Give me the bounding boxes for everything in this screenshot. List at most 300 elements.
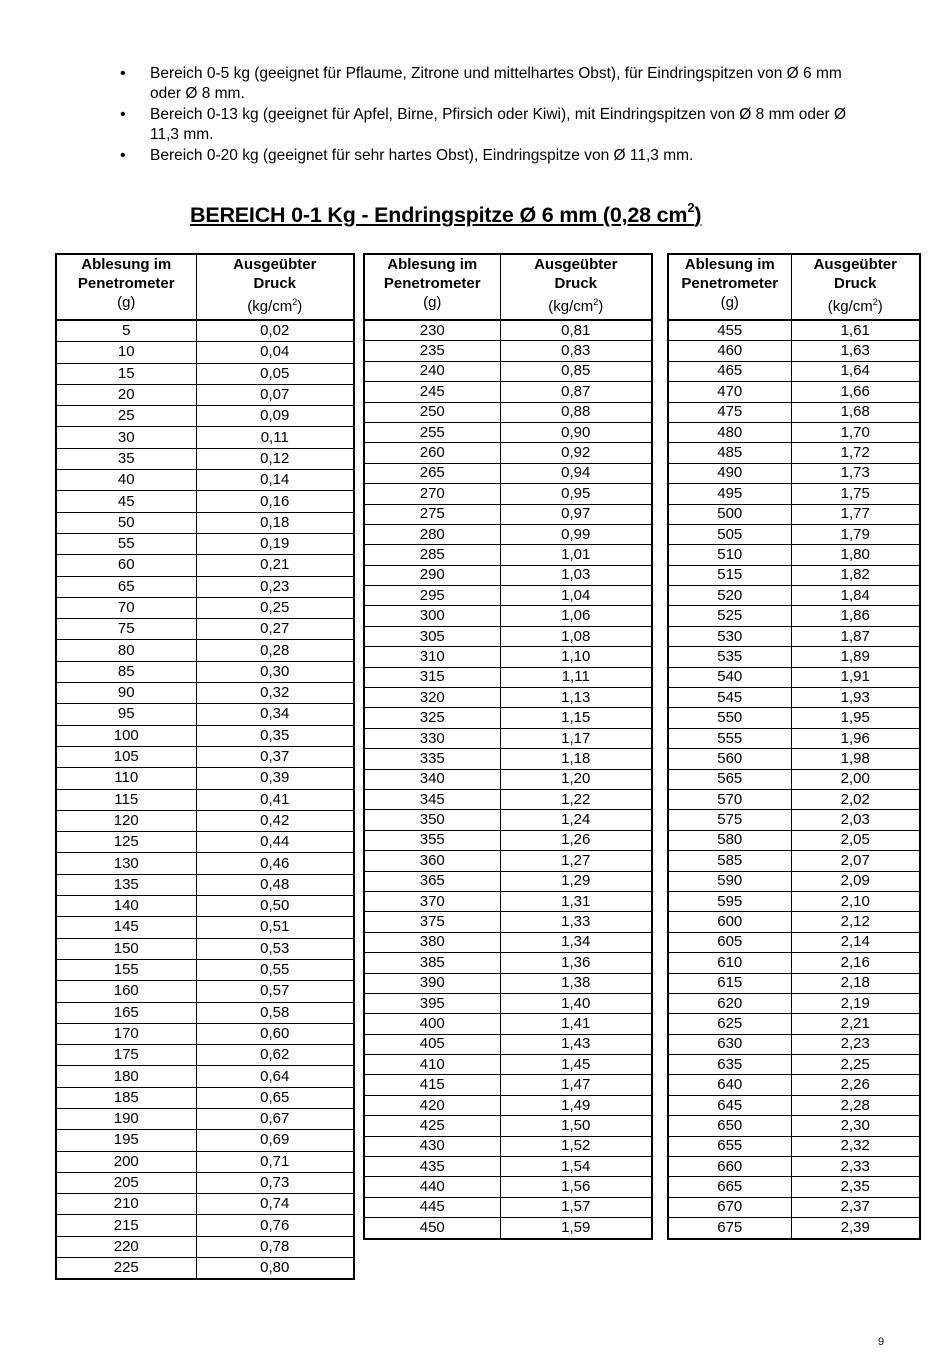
pressure-cell: 0,58 <box>196 1002 354 1023</box>
table-row <box>668 891 920 911</box>
pressure-cell: 2,12 <box>791 912 920 932</box>
pressure-cell: 0,19 <box>196 533 354 554</box>
reading-cell: 10 <box>56 342 196 363</box>
reading-cell: 170 <box>56 1023 196 1044</box>
pressure-cell: 0,80 <box>196 1258 354 1280</box>
pressure-cell: 1,77 <box>791 504 920 524</box>
pressure-cell: 0,28 <box>196 640 354 661</box>
reading-cell: 550 <box>668 708 791 728</box>
reading-cell: 605 <box>668 932 791 952</box>
pressure-cell: 0,78 <box>196 1236 354 1257</box>
reading-cell: 20 <box>56 384 196 405</box>
reading-cell: 25 <box>56 406 196 427</box>
reading-cell: 50 <box>56 512 196 533</box>
table-row <box>668 1157 920 1177</box>
pressure-cell: 2,30 <box>791 1116 920 1136</box>
pressure-cell: 1,18 <box>500 749 652 769</box>
table-row <box>668 830 920 850</box>
reading-cell: 570 <box>668 789 791 809</box>
table-row <box>56 704 354 725</box>
table-row <box>364 382 652 402</box>
reading-cell: 335 <box>364 749 500 769</box>
pressure-cell: 1,15 <box>500 708 652 728</box>
table-row <box>56 320 354 342</box>
table-row <box>56 406 354 427</box>
header-reading: Ablesung im Penetrometer (g) <box>364 254 500 320</box>
reading-cell: 185 <box>56 1087 196 1108</box>
pressure-cell: 1,45 <box>500 1055 652 1075</box>
reading-cell: 225 <box>56 1258 196 1280</box>
table-row <box>56 874 354 895</box>
table-row <box>668 626 920 646</box>
reading-cell: 650 <box>668 1116 791 1136</box>
reading-cell: 575 <box>668 810 791 830</box>
pressure-cell: 0,46 <box>196 853 354 874</box>
table-row <box>56 1215 354 1236</box>
reading-cell: 345 <box>364 789 500 809</box>
pressure-cell: 2,26 <box>791 1075 920 1095</box>
pressure-cell: 2,39 <box>791 1218 920 1239</box>
reading-cell: 195 <box>56 1130 196 1151</box>
table-row <box>668 789 920 809</box>
reading-cell: 45 <box>56 491 196 512</box>
reading-cell: 285 <box>364 545 500 565</box>
pressure-cell: 0,32 <box>196 683 354 704</box>
reading-cell: 480 <box>668 422 791 442</box>
table-row <box>364 586 652 606</box>
reading-cell: 435 <box>364 1157 500 1177</box>
reading-cell: 180 <box>56 1066 196 1087</box>
pressure-cell: 2,19 <box>791 993 920 1013</box>
table-row <box>364 667 652 687</box>
pressure-cell: 0,73 <box>196 1172 354 1193</box>
table-row <box>56 1130 354 1151</box>
pressure-cell: 1,34 <box>500 932 652 952</box>
pressure-cell: 0,21 <box>196 555 354 576</box>
table-row <box>668 463 920 483</box>
reading-cell: 200 <box>56 1151 196 1172</box>
table-row <box>364 1197 652 1217</box>
reading-cell: 600 <box>668 912 791 932</box>
pressure-cell: 2,05 <box>791 830 920 850</box>
pressure-cell: 0,99 <box>500 524 652 544</box>
table-row <box>364 728 652 748</box>
pressure-cell: 0,18 <box>196 512 354 533</box>
pressure-cell: 0,81 <box>500 320 652 341</box>
pressure-cell: 2,33 <box>791 1157 920 1177</box>
table-row <box>364 1116 652 1136</box>
pressure-cell: 2,37 <box>791 1197 920 1217</box>
table-row <box>668 341 920 361</box>
table-row <box>364 1075 652 1095</box>
pressure-cell: 1,98 <box>791 749 920 769</box>
reading-cell: 55 <box>56 533 196 554</box>
table-row <box>56 1087 354 1108</box>
pressure-cell: 0,27 <box>196 619 354 640</box>
pressure-cell: 1,64 <box>791 361 920 381</box>
reading-cell: 240 <box>364 361 500 381</box>
table-row <box>668 504 920 524</box>
reading-cell: 280 <box>364 524 500 544</box>
table-row <box>668 912 920 932</box>
pressure-cell: 1,20 <box>500 769 652 789</box>
reading-cell: 460 <box>668 341 791 361</box>
pressure-cell: 2,28 <box>791 1095 920 1115</box>
pressure-cell: 1,84 <box>791 586 920 606</box>
table-row <box>56 938 354 959</box>
table-row <box>56 1002 354 1023</box>
reading-cell: 320 <box>364 688 500 708</box>
conversion-table-2 <box>363 253 653 1240</box>
reading-cell: 420 <box>364 1095 500 1115</box>
reading-cell: 165 <box>56 1002 196 1023</box>
table-row <box>364 932 652 952</box>
reading-cell: 400 <box>364 1014 500 1034</box>
pressure-cell: 0,62 <box>196 1045 354 1066</box>
reading-cell: 540 <box>668 667 791 687</box>
pressure-cell: 1,52 <box>500 1136 652 1156</box>
table-row <box>668 1075 920 1095</box>
table-row <box>364 1157 652 1177</box>
reading-cell: 595 <box>668 891 791 911</box>
pressure-cell: 1,40 <box>500 993 652 1013</box>
pressure-cell: 0,53 <box>196 938 354 959</box>
table-row <box>668 1177 920 1197</box>
table-row <box>56 1108 354 1129</box>
header-reading: Ablesung im Penetrometer (g) <box>56 254 196 320</box>
reading-cell: 300 <box>364 606 500 626</box>
pressure-cell: 0,23 <box>196 576 354 597</box>
reading-cell: 255 <box>364 422 500 442</box>
reading-cell: 410 <box>364 1055 500 1075</box>
pressure-cell: 1,10 <box>500 647 652 667</box>
pressure-cell: 2,18 <box>791 973 920 993</box>
pressure-cell: 2,02 <box>791 789 920 809</box>
reading-cell: 385 <box>364 953 500 973</box>
reading-cell: 310 <box>364 647 500 667</box>
reading-cell: 350 <box>364 810 500 830</box>
reading-cell: 115 <box>56 789 196 810</box>
pressure-cell: 1,26 <box>500 830 652 850</box>
pressure-cell: 0,69 <box>196 1130 354 1151</box>
pressure-cell: 2,03 <box>791 810 920 830</box>
reading-cell: 220 <box>56 1236 196 1257</box>
pressure-cell: 1,04 <box>500 586 652 606</box>
reading-cell: 60 <box>56 555 196 576</box>
pressure-cell: 0,57 <box>196 981 354 1002</box>
table-row <box>364 1014 652 1034</box>
reading-cell: 370 <box>364 891 500 911</box>
title-text: BEREICH 0-1 Kg - Endringspitze Ø 6 mm (0,28 cm <box>190 203 688 228</box>
pressure-cell: 0,64 <box>196 1066 354 1087</box>
reading-cell: 615 <box>668 973 791 993</box>
pressure-cell: 1,91 <box>791 667 920 687</box>
pressure-cell: 0,34 <box>196 704 354 725</box>
table-row <box>364 626 652 646</box>
table-row <box>668 1095 920 1115</box>
title-superscript: 2 <box>687 200 695 215</box>
table-row <box>56 896 354 917</box>
table-row <box>56 810 354 831</box>
reading-cell: 235 <box>364 341 500 361</box>
table-row <box>56 1194 354 1215</box>
pressure-cell: 1,63 <box>791 341 920 361</box>
reading-cell: 70 <box>56 597 196 618</box>
table-row <box>56 619 354 640</box>
table-row <box>364 993 652 1013</box>
table-row <box>56 533 354 554</box>
table-row <box>668 361 920 381</box>
pressure-cell: 2,25 <box>791 1055 920 1075</box>
reading-cell: 175 <box>56 1045 196 1066</box>
reading-cell: 325 <box>364 708 500 728</box>
reading-cell: 40 <box>56 470 196 491</box>
table-row <box>56 555 354 576</box>
table-row <box>668 1116 920 1136</box>
reading-cell: 190 <box>56 1108 196 1129</box>
pressure-cell: 0,67 <box>196 1108 354 1129</box>
table-row <box>364 851 652 871</box>
bullet-item: • Bereich 0-5 kg (geeignet für Pflaume, Zitrone und mittelhartes Obst), für Eindringspitzen von Ø 6 mm oder Ø 8 mm. <box>112 64 872 104</box>
reading-cell: 630 <box>668 1034 791 1054</box>
header-reading: Ablesung im Penetrometer (g) <box>668 254 791 320</box>
table-row <box>364 1055 652 1075</box>
pressure-cell: 0,85 <box>500 361 652 381</box>
reading-cell: 145 <box>56 917 196 938</box>
pressure-cell: 0,04 <box>196 342 354 363</box>
reading-cell: 455 <box>668 320 791 341</box>
pressure-cell: 1,01 <box>500 545 652 565</box>
reading-cell: 620 <box>668 993 791 1013</box>
pressure-cell: 0,87 <box>500 382 652 402</box>
reading-cell: 340 <box>364 769 500 789</box>
table-row <box>56 640 354 661</box>
pressure-cell: 0,11 <box>196 427 354 448</box>
reading-cell: 110 <box>56 768 196 789</box>
table-row <box>364 1034 652 1054</box>
table-row <box>668 667 920 687</box>
pressure-cell: 0,88 <box>500 402 652 422</box>
table-row <box>364 565 652 585</box>
table-row <box>56 363 354 384</box>
table-row <box>56 384 354 405</box>
table-row <box>668 545 920 565</box>
reading-cell: 120 <box>56 810 196 831</box>
table-row <box>668 1136 920 1156</box>
pressure-cell: 2,21 <box>791 1014 920 1034</box>
reading-cell: 365 <box>364 871 500 891</box>
pressure-cell: 1,24 <box>500 810 652 830</box>
pressure-cell: 0,94 <box>500 463 652 483</box>
table-row <box>668 443 920 463</box>
table-row <box>364 484 652 504</box>
reading-cell: 500 <box>668 504 791 524</box>
pressure-cell: 0,60 <box>196 1023 354 1044</box>
bullet-item: • Bereich 0-20 kg (geeignet für sehr hartes Obst), Eindringspitze von Ø 11,3 mm. <box>112 146 872 166</box>
table-row <box>668 708 920 728</box>
table-row <box>56 1066 354 1087</box>
pressure-cell: 1,73 <box>791 463 920 483</box>
reading-cell: 640 <box>668 1075 791 1095</box>
pressure-cell: 1,66 <box>791 382 920 402</box>
pressure-cell: 1,06 <box>500 606 652 626</box>
pressure-cell: 1,93 <box>791 688 920 708</box>
reading-cell: 245 <box>364 382 500 402</box>
table-row <box>668 402 920 422</box>
pressure-cell: 0,25 <box>196 597 354 618</box>
reading-cell: 90 <box>56 683 196 704</box>
table-row <box>56 512 354 533</box>
pressure-cell: 2,32 <box>791 1136 920 1156</box>
reading-cell: 75 <box>56 619 196 640</box>
table-row <box>364 1218 652 1239</box>
pressure-cell: 2,07 <box>791 851 920 871</box>
reading-cell: 250 <box>364 402 500 422</box>
pressure-cell: 0,90 <box>500 422 652 442</box>
table-row <box>364 708 652 728</box>
reading-cell: 330 <box>364 728 500 748</box>
table-row <box>364 647 652 667</box>
table-row <box>668 993 920 1013</box>
table-row <box>668 1218 920 1239</box>
bullet-item: • Bereich 0-13 kg (geeignet für Apfel, Birne, Pfirsich oder Kiwi), mit Eindringspitzen von Ø 8 mm oder Ø 11,3 mm. <box>112 105 872 145</box>
table-row <box>364 606 652 626</box>
pressure-cell: 0,83 <box>500 341 652 361</box>
table-row <box>56 789 354 810</box>
conversion-table-1 <box>55 253 355 1280</box>
pressure-cell: 2,35 <box>791 1177 920 1197</box>
table-row <box>56 832 354 853</box>
pressure-cell: 0,07 <box>196 384 354 405</box>
reading-cell: 515 <box>668 565 791 585</box>
pressure-cell: 0,74 <box>196 1194 354 1215</box>
reading-cell: 415 <box>364 1075 500 1095</box>
table-row <box>364 810 652 830</box>
table-row <box>668 647 920 667</box>
reading-cell: 140 <box>56 896 196 917</box>
pressure-cell: 0,97 <box>500 504 652 524</box>
pressure-cell: 1,41 <box>500 1014 652 1034</box>
table-row <box>56 1258 354 1280</box>
pressure-cell: 0,30 <box>196 661 354 682</box>
pressure-cell: 0,95 <box>500 484 652 504</box>
table-row <box>364 688 652 708</box>
table-row <box>56 1151 354 1172</box>
pressure-cell: 1,47 <box>500 1075 652 1095</box>
table-row <box>364 361 652 381</box>
reading-cell: 655 <box>668 1136 791 1156</box>
table-row <box>364 545 652 565</box>
reading-cell: 130 <box>56 853 196 874</box>
pressure-cell: 2,09 <box>791 871 920 891</box>
reading-cell: 290 <box>364 565 500 585</box>
reading-cell: 160 <box>56 981 196 1002</box>
table-row <box>56 981 354 1002</box>
reading-cell: 665 <box>668 1177 791 1197</box>
table-row <box>56 576 354 597</box>
page-title <box>190 202 701 228</box>
table-row <box>364 463 652 483</box>
reading-cell: 30 <box>56 427 196 448</box>
reading-cell: 490 <box>668 463 791 483</box>
pressure-cell: 1,13 <box>500 688 652 708</box>
pressure-cell: 0,12 <box>196 448 354 469</box>
reading-cell: 520 <box>668 586 791 606</box>
pressure-cell: 1,33 <box>500 912 652 932</box>
pressure-cell: 0,76 <box>196 1215 354 1236</box>
table-row <box>668 565 920 585</box>
table-row <box>364 1177 652 1197</box>
pressure-cell: 1,27 <box>500 851 652 871</box>
table-row <box>668 1014 920 1034</box>
reading-cell: 465 <box>668 361 791 381</box>
reading-cell: 590 <box>668 871 791 891</box>
table-row <box>56 746 354 767</box>
reading-cell: 260 <box>364 443 500 463</box>
reading-cell: 565 <box>668 769 791 789</box>
table-row <box>56 448 354 469</box>
table-row <box>364 341 652 361</box>
reading-cell: 100 <box>56 725 196 746</box>
pressure-cell: 1,03 <box>500 565 652 585</box>
pressure-cell: 1,36 <box>500 953 652 973</box>
reading-cell: 580 <box>668 830 791 850</box>
table-row <box>56 661 354 682</box>
pressure-cell: 0,51 <box>196 917 354 938</box>
pressure-cell: 2,14 <box>791 932 920 952</box>
reading-cell: 275 <box>364 504 500 524</box>
table-row <box>56 917 354 938</box>
pressure-cell: 1,61 <box>791 320 920 341</box>
table-row <box>668 953 920 973</box>
reading-cell: 445 <box>364 1197 500 1217</box>
reading-cell: 670 <box>668 1197 791 1217</box>
reading-cell: 375 <box>364 912 500 932</box>
table-row <box>668 524 920 544</box>
reading-cell: 390 <box>364 973 500 993</box>
reading-cell: 215 <box>56 1215 196 1236</box>
pressure-cell: 1,75 <box>791 484 920 504</box>
reading-cell: 360 <box>364 851 500 871</box>
pressure-cell: 2,16 <box>791 953 920 973</box>
table-row <box>668 1055 920 1075</box>
reading-cell: 265 <box>364 463 500 483</box>
reading-cell: 35 <box>56 448 196 469</box>
pressure-cell: 0,71 <box>196 1151 354 1172</box>
pressure-cell: 0,92 <box>500 443 652 463</box>
table-row <box>364 871 652 891</box>
table-row <box>364 443 652 463</box>
table-row <box>668 422 920 442</box>
table-row <box>56 427 354 448</box>
pressure-cell: 1,38 <box>500 973 652 993</box>
reading-cell: 645 <box>668 1095 791 1115</box>
pressure-cell: 0,48 <box>196 874 354 895</box>
reading-cell: 585 <box>668 851 791 871</box>
pressure-cell: 1,29 <box>500 871 652 891</box>
pressure-cell: 0,16 <box>196 491 354 512</box>
pressure-cell: 0,50 <box>196 896 354 917</box>
reading-cell: 85 <box>56 661 196 682</box>
reading-cell: 535 <box>668 647 791 667</box>
pressure-cell: 1,08 <box>500 626 652 646</box>
reading-cell: 380 <box>364 932 500 952</box>
table-row <box>668 749 920 769</box>
reading-cell: 155 <box>56 959 196 980</box>
reading-cell: 530 <box>668 626 791 646</box>
table-row <box>56 597 354 618</box>
table-row <box>56 725 354 746</box>
